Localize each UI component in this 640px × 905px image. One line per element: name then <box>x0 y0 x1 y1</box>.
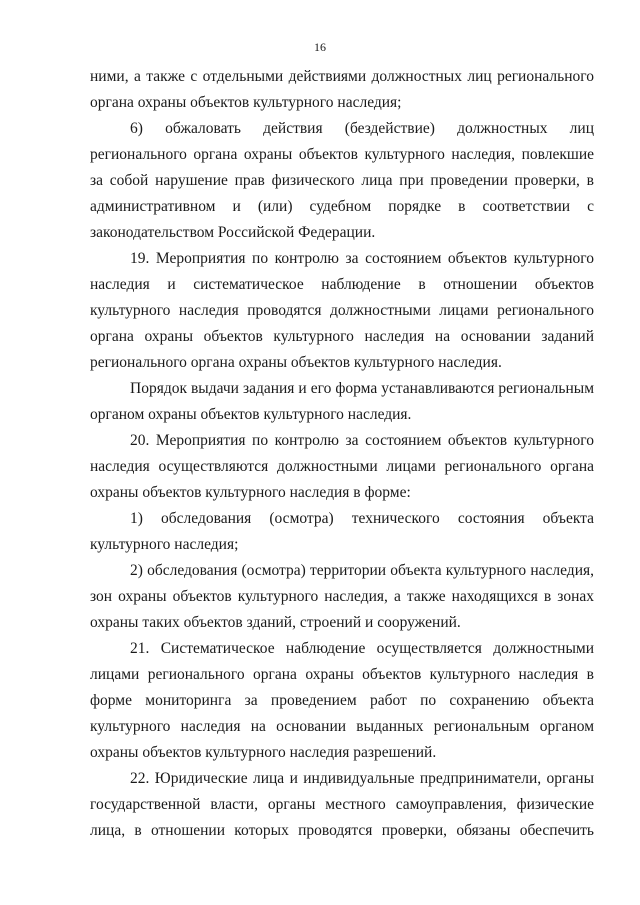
paragraph-clause-19: 19. Мероприятия по контролю за состоянием объектов культурного наследия и систематическое наблюдение в отношении объектов культурного наследия проводятся должностными лицами регионального органа охраны объектов культурного наследия на основании заданий регионального органа охраны объектов культурного наследия. <box>90 250 594 371</box>
paragraph-item-2: 2) обследования (осмотра) территории объекта культурного наследия, зон охраны объектов культурного наследия, а также находящихся в зонах охраны таких объектов зданий, строений и сооружений. <box>90 562 594 631</box>
paragraph-continuation: ними, а также с отдельными действиями должностных лиц регионального органа охраны объектов культурного наследия; <box>90 68 594 111</box>
paragraph-item-6: 6) обжаловать действия (бездействие) должностных лиц регионального органа охраны объектов культурного наследия, повлекшие за собой нарушение прав физического лица при проведении проверки, в административном и (или) судебном порядке в соответствии с законодательством Российской Федерации. <box>90 120 594 241</box>
paragraph-clause-22: 22. Юридические лица и индивидуальные предприниматели, органы государственной власти, органы местного самоуправления, физические лица, в отношении которых проводятся проверки, обязаны обеспечить <box>90 770 594 839</box>
paragraph-assignment-procedure: Порядок выдачи задания и его форма устанавливаются региональным органом охраны объектов культурного наследия. <box>90 380 594 423</box>
document-body <box>90 64 594 844</box>
paragraph-item-1: 1) обследования (осмотра) технического состояния объекта культурного наследия; <box>90 510 594 553</box>
paragraph-clause-21: 21. Систематическое наблюдение осуществляется должностными лицами регионального органа охраны объектов культурного наследия в форме мониторинга за проведением работ по сохранению объекта культурного наследия на основании выданных региональным органом охраны объектов культурного наследия разрешений. <box>90 640 594 761</box>
paragraph-clause-20: 20. Мероприятия по контролю за состоянием объектов культурного наследия осуществляются должностными лицами регионального органа охраны объектов культурного наследия в форме: <box>90 432 594 501</box>
page-number: 16 <box>314 40 326 54</box>
